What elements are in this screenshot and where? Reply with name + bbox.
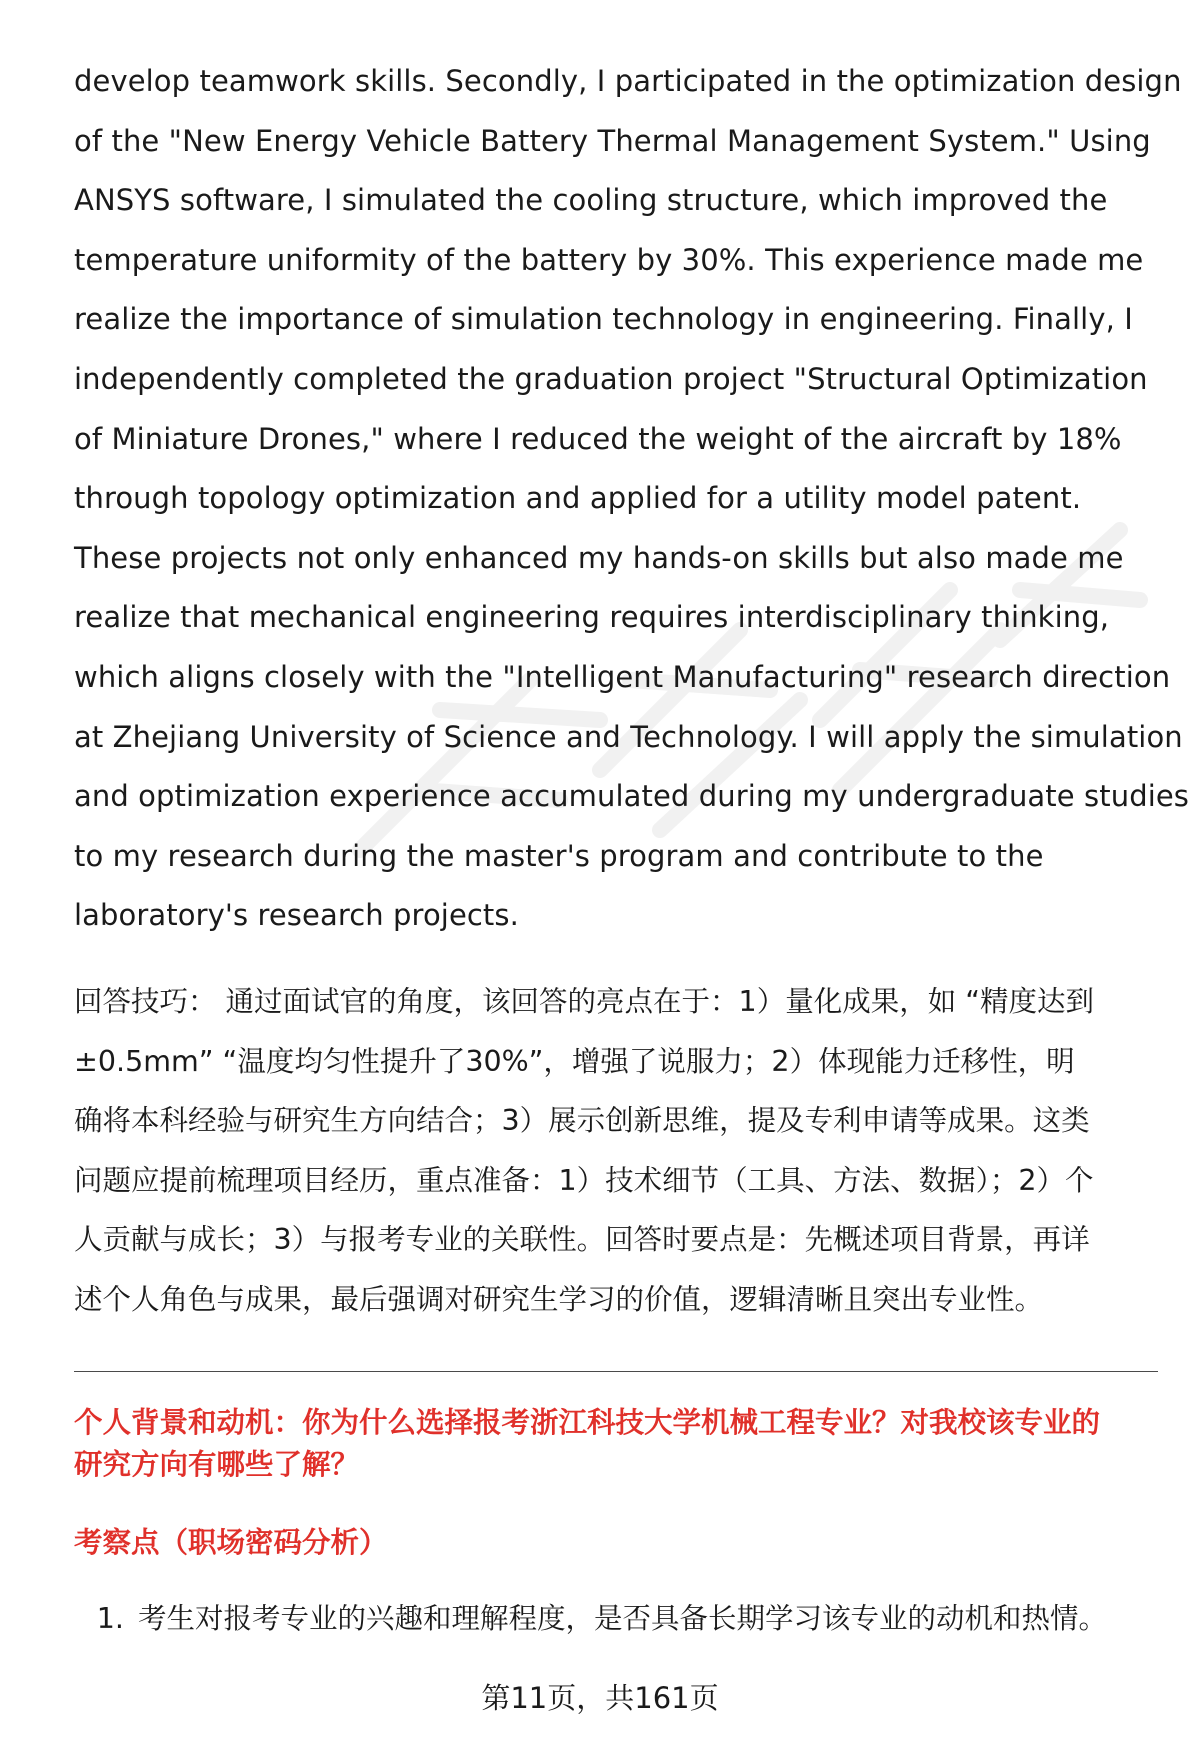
paragraph-line: laboratory's research projects. xyxy=(74,898,519,933)
paragraph-line: temperature uniformity of the battery by 30%. This experience made me xyxy=(74,242,1144,277)
assessment-points-heading: 考察点（职场密码分析） xyxy=(74,1526,388,1560)
question-heading xyxy=(74,1402,1160,1486)
tip-line: 回答技巧： 通过面试官的角度，该回答的亮点在于：1）量化成果，如 “精度达到 xyxy=(74,984,1095,1018)
paragraph-line: develop teamwork skills. Secondly, I participated in the optimization design xyxy=(74,64,1182,98)
answer-tips-paragraph xyxy=(74,972,1160,1330)
main-content xyxy=(74,52,1190,1640)
paragraph-line: realize that mechanical engineering requires interdisciplinary thinking, xyxy=(74,600,1110,635)
paragraph-line: independently completed the graduation project "Structural Optimization xyxy=(74,361,1148,396)
list-item-number: 1. xyxy=(96,1602,124,1636)
question-line: 个人背景和动机：你为什么选择报考浙江科技大学机械工程专业？对我校该专业的 xyxy=(74,1406,1101,1440)
paragraph-line: and optimization experience accumulated during my undergraduate studies xyxy=(74,779,1190,814)
tip-line: 述个人角色与成果，最后强调对研究生学习的价值，逻辑清晰且突出专业性。 xyxy=(74,1282,1044,1316)
paragraph-line: at Zhejiang University of Science and Technology. I will apply the simulation xyxy=(74,719,1183,754)
section-divider xyxy=(74,1371,1158,1372)
tip-line: 问题应提前梳理项目经历，重点准备：1）技术细节（工具、方法、数据）；2）个 xyxy=(74,1163,1094,1197)
list-item xyxy=(74,1598,1160,1640)
paragraph-line: realize the importance of simulation technology in engineering. Finally, I xyxy=(74,302,1133,337)
paragraph-line: which aligns closely with the "Intelligent Manufacturing" research direction xyxy=(74,659,1171,694)
paragraph-line: of Miniature Drones," where I reduced the weight of the aircraft by 18% xyxy=(74,421,1122,456)
page-number-footer: 第11页，共161页 xyxy=(481,1681,719,1715)
paragraph-line: to my research during the master's program and contribute to the xyxy=(74,838,1044,873)
paragraph-line: These projects not only enhanced my hands-on skills but also made me xyxy=(74,540,1124,575)
paragraph-line: of the "New Energy Vehicle Battery Thermal Management System." Using xyxy=(74,123,1151,158)
paragraph-line: ANSYS software, I simulated the cooling structure, which improved the xyxy=(74,183,1108,218)
tip-line: 确将本科经验与研究生方向结合；3）展示创新思维，提及专利申请等成果。这类 xyxy=(74,1104,1090,1138)
question-line: 研究方向有哪些了解？ xyxy=(74,1448,360,1482)
list-item-text: 考生对报考专业的兴趣和理解程度，是否具备长期学习该专业的动机和热情。 xyxy=(138,1602,1108,1636)
assessment-points-list xyxy=(74,1598,1160,1640)
tip-line: 人贡献与成长；3）与报考专业的关联性。回答时要点是：先概述项目背景，再详 xyxy=(74,1223,1090,1257)
tip-line: ±0.5mm” “温度均匀性提升了30%”，增强了说服力；2）体现能力迁移性，明 xyxy=(74,1044,1075,1078)
answer-paragraph xyxy=(74,52,1190,946)
paragraph-line: through topology optimization and applied for a utility model patent. xyxy=(74,481,1082,516)
